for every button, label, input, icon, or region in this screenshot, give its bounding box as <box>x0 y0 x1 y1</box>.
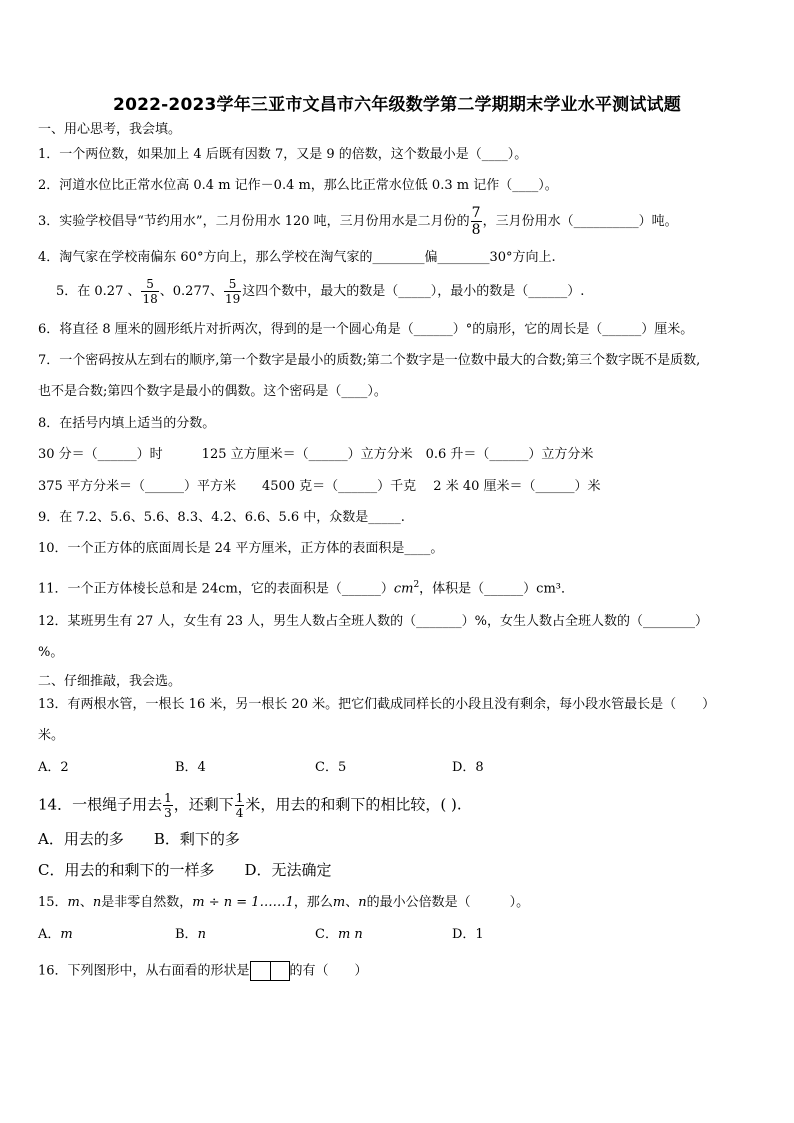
question-15-sep: 、 <box>79 895 93 910</box>
question-16 <box>38 961 368 981</box>
question-14-options-row-2: C．用去的和剩下的一样多 D．无法确定 <box>38 861 332 879</box>
option-c-value: m n <box>337 927 363 942</box>
page-title: 2022-2023学年三亚市文昌市六年级数学第二学期期末学业水平测试试题 <box>113 95 681 115</box>
section-1-heading: 一、用心思考，我会填。 <box>38 122 182 137</box>
var-m: m <box>67 895 80 910</box>
question-3 <box>38 206 678 237</box>
fraction-denominator: 8 <box>471 222 481 238</box>
question-9: 9．在 7.2、5.6、5.6、8.3、4.2、6.6、5.6 中，众数是_____. <box>38 510 405 525</box>
question-11-text-b: ，体积是（______）cm³． <box>419 581 574 597</box>
var-m-2: m <box>332 895 346 910</box>
question-7-line-2: 也不是合数;第四个数字是最小的偶数。这个密码是（____）。 <box>38 384 387 399</box>
question-4: 4．淘气家在学校南偏东 60°方向上，那么学校在淘气家的________偏________30°方向上. <box>38 250 556 265</box>
option-b-label: B． <box>175 927 198 942</box>
question-15-text-a: 15． <box>38 895 68 910</box>
question-14-text-b: ，还剩下 <box>173 795 234 814</box>
question-2: 2．河道水位比正常水位高 0.4 m 记作－0.4 m，那么比正常水位低 0.3 m 记作（____）。 <box>38 178 558 193</box>
question-11 <box>38 577 574 597</box>
question-15-sep-2: 、 <box>345 895 359 910</box>
option-c <box>315 927 363 943</box>
option-b-value: n <box>197 927 206 942</box>
square-right <box>270 961 290 981</box>
fraction-1-4 <box>235 792 245 819</box>
fraction-denominator: 3 <box>164 806 172 820</box>
question-14-text-c: 米，用去的和剩下的相比较，( ). <box>245 795 462 814</box>
question-12-line-2: %。 <box>38 645 64 660</box>
question-13-line-1: 13．有两根水管，一根长 16 米，另一根长 20 米。把它们截成同样长的小段且没有剩余，每小段水管最长是（ ） <box>38 697 716 712</box>
two-square-figure <box>250 961 290 981</box>
question-7-line-1: 7．一个密码按从左到右的顺序,第一个数字是最小的质数;第二个数字是一位数中最大的合数;第三个数字既不是质数, <box>38 353 701 368</box>
fraction-numerator: 1 <box>235 791 244 805</box>
unit-cm: cm <box>393 581 414 597</box>
option-a-label: A． <box>38 927 61 942</box>
question-3-text-a: 3．实验学校倡导“节约用水”，二月份用水 120 吨，三月份用水是二月份的 <box>38 214 470 229</box>
option-c: C．5 <box>315 760 347 775</box>
option-b: B．4 <box>175 760 206 775</box>
option-b <box>175 927 206 943</box>
fraction-numerator: 5 <box>141 278 158 292</box>
question-13-line-2: 米。 <box>38 728 65 743</box>
unit-exponent: 2 <box>413 580 420 590</box>
fraction-numerator: 1 <box>164 791 172 805</box>
question-10: 10．一个正方体的底面周长是 24 平方厘米，正方体的表面积是____。 <box>38 541 444 556</box>
fraction-denominator: 4 <box>235 806 244 820</box>
var-n: n <box>92 895 102 910</box>
fraction-denominator: 19 <box>224 292 241 306</box>
question-3-text-b: ，三月份用水（__________）吨。 <box>482 214 678 229</box>
option-c-label: C． <box>315 927 338 942</box>
question-5-text-b: 、0.277、 <box>159 284 223 299</box>
question-8-row-1: 30 分＝（______）时 125 立方厘米＝（______）立方分米 0.6 升＝（______）立方分米 <box>38 447 594 462</box>
question-11-text-a: 11．一个正方体棱长总和是 24cm，它的表面积是（______） <box>38 581 394 597</box>
option-d: D．8 <box>452 760 484 775</box>
question-12-line-1: 12．某班男生有 27 人，女生有 23 人，男生人数占全班人数的（_______）%，女生人数占全班人数的（________） <box>38 614 709 629</box>
var-n-2: n <box>358 895 367 910</box>
question-5-text-c: 这四个数中，最大的数是（_____），最小的数是（______）. <box>242 284 585 299</box>
fraction-numerator: 7 <box>471 205 481 221</box>
question-5-text-a: 5．在 0.27 、 <box>56 284 141 299</box>
option-d: D．1 <box>452 927 484 942</box>
question-16-text-b: 的有（ ） <box>289 963 368 979</box>
question-8-row-2: 375 平方分米＝（______）平方米 4500 克＝（______）千克 2 米 40 厘米＝（______）米 <box>38 479 601 494</box>
option-a-value: m <box>60 927 73 942</box>
fraction-1-3 <box>163 792 173 819</box>
question-14 <box>38 792 462 819</box>
option-a: A．2 <box>38 760 69 775</box>
question-16-text-a: 16．下列图形中，从右面看的形状是 <box>38 963 250 979</box>
expression: m ÷ n = 1……1 <box>192 895 294 910</box>
question-15 <box>38 895 529 911</box>
fraction-5-19 <box>224 278 241 305</box>
section-2-heading: 二、仔细推敲，我会选。 <box>38 674 182 689</box>
square-left <box>250 961 271 981</box>
question-15-text-c: ，那么 <box>293 895 333 910</box>
fraction-5-18 <box>141 278 158 305</box>
question-14-options-row-1: A．用去的多 B．剩下的多 <box>38 830 240 848</box>
question-14-text-a: 14．一根绳子用去 <box>38 795 163 814</box>
fraction-denominator: 18 <box>142 292 158 306</box>
question-8-stem: 8．在括号内填上适当的分数。 <box>38 416 216 431</box>
question-5 <box>56 278 584 305</box>
fraction-7-8 <box>471 206 482 237</box>
option-a <box>38 927 73 943</box>
question-6: 6．将直径 8 厘米的圆形纸片对折两次，得到的是一个圆心角是（______）°的扇形，它的周长是（______）厘米。 <box>38 322 694 337</box>
question-15-text-b: 是非零自然数， <box>101 895 193 910</box>
fraction-numerator: 5 <box>224 278 241 292</box>
question-15-text-d: 的最小公倍数是（ ）。 <box>366 895 530 910</box>
question-1: 1．一个两位数，如果加上 4 后既有因数 7，又是 9 的倍数，这个数最小是（____）。 <box>38 147 528 162</box>
